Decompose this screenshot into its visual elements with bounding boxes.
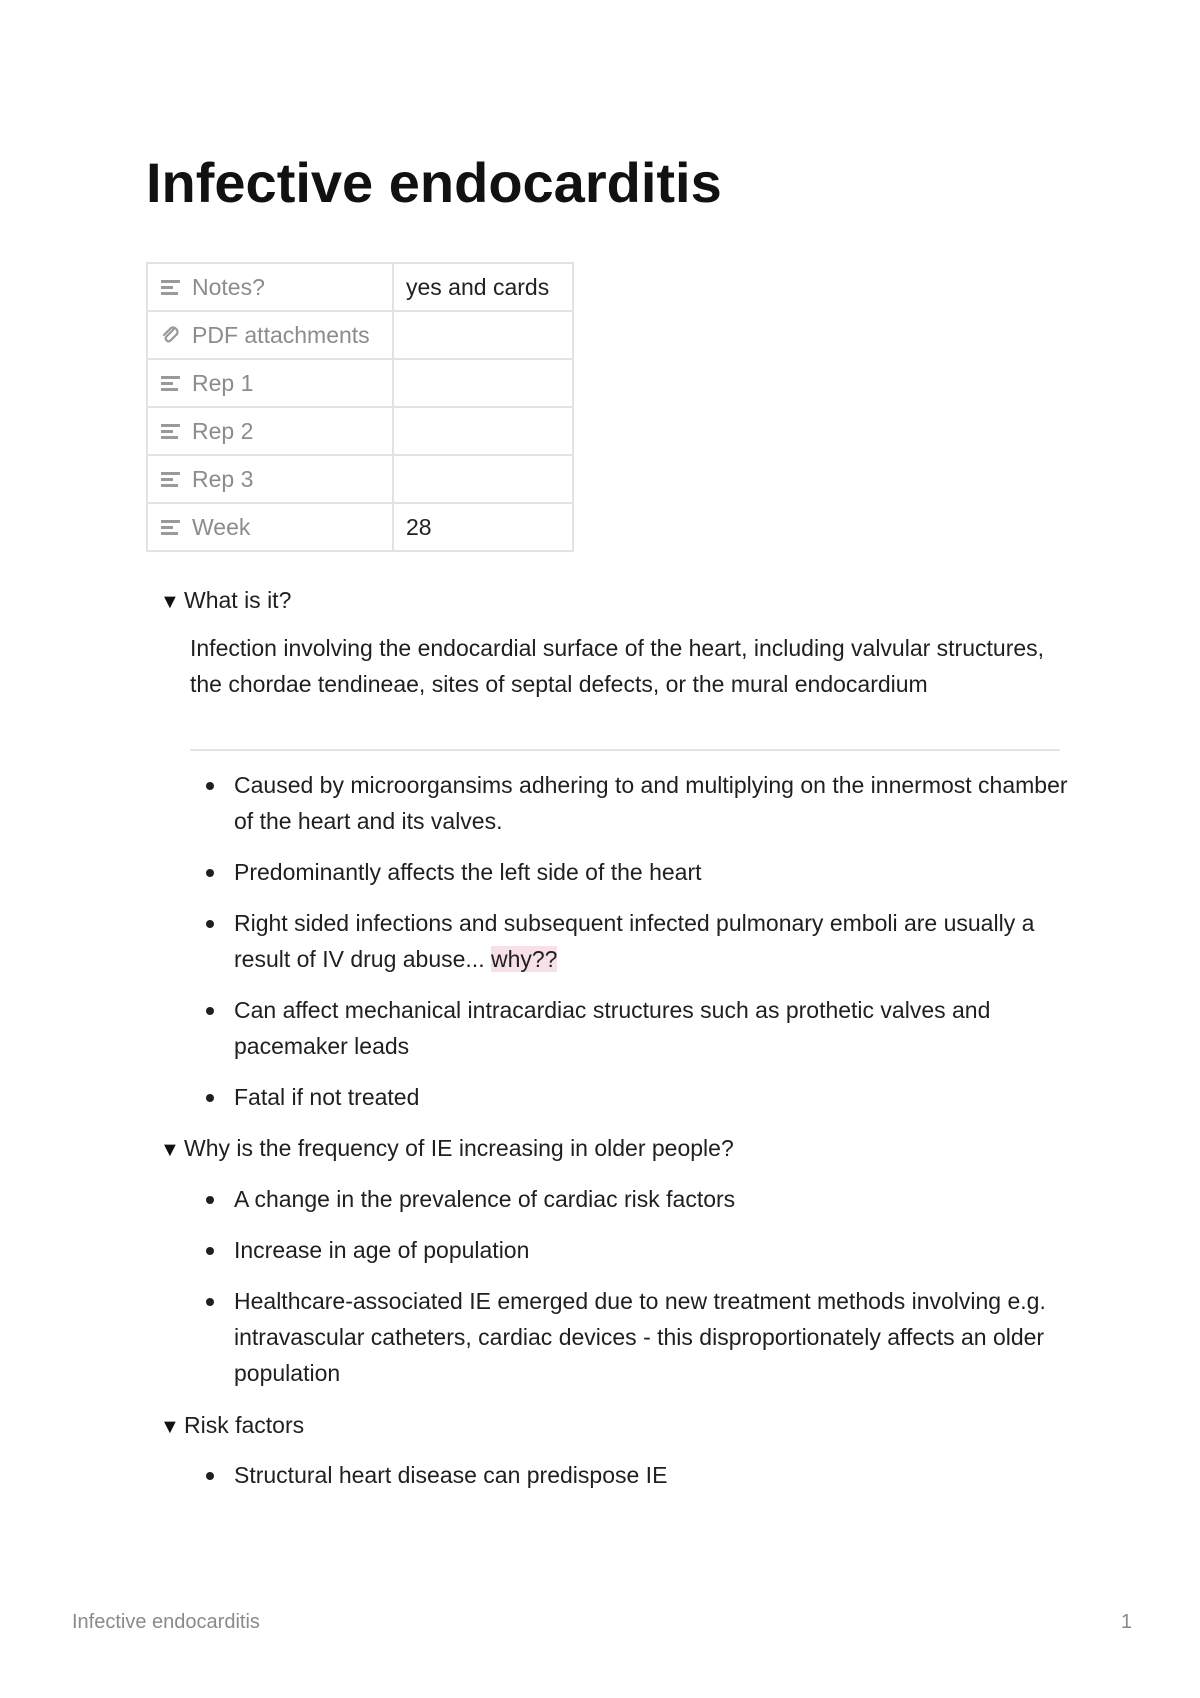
- property-key-cell[interactable]: [147, 311, 393, 359]
- bullet-icon: [206, 1196, 214, 1204]
- property-value[interactable]: 28: [393, 503, 573, 551]
- property-key-cell[interactable]: [147, 455, 393, 503]
- bullet-icon: [206, 782, 214, 790]
- property-key-cell[interactable]: [147, 503, 393, 551]
- bullet-icon: [206, 920, 214, 928]
- property-row: [147, 503, 573, 551]
- text-property-icon: [160, 517, 182, 539]
- text-property-icon: [160, 469, 182, 491]
- list-item: [190, 1283, 1070, 1391]
- property-key-cell[interactable]: [147, 359, 393, 407]
- list-item-text: Can affect mechanical intracardiac structures such as prothetic valves and pacemaker leads: [234, 997, 991, 1059]
- triangle-down-icon[interactable]: ▼: [160, 1139, 180, 1161]
- list-item: [190, 1232, 1070, 1268]
- bullet-list: [190, 767, 1070, 1130]
- property-row: [147, 311, 573, 359]
- bullet-icon: [206, 869, 214, 877]
- property-key-cell[interactable]: [147, 407, 393, 455]
- list-item: [190, 992, 1070, 1064]
- property-value[interactable]: [393, 407, 573, 455]
- toggle-frequency-older-people[interactable]: [160, 1130, 734, 1168]
- property-key: Rep 1: [192, 369, 254, 396]
- definition-paragraph: Infection involving the endocardial surface of the heart, including valvular structures, the chordae tendineae, sites of septal defects, or the mural endocardium: [190, 635, 1045, 697]
- triangle-down-icon[interactable]: ▼: [160, 1416, 180, 1438]
- bullet-list: [190, 1457, 1070, 1508]
- property-value[interactable]: [393, 359, 573, 407]
- bullet-list: [190, 1181, 1070, 1406]
- toggle-label: Risk factors: [184, 1412, 305, 1438]
- list-item: [190, 1181, 1070, 1217]
- property-key-cell[interactable]: [147, 263, 393, 311]
- text-property-icon: [160, 421, 182, 443]
- bullet-icon: [206, 1094, 214, 1102]
- list-item-text: Structural heart disease can predispose IE: [234, 1462, 668, 1488]
- list-item: [190, 767, 1070, 839]
- list-item-text: Right sided infections and subsequent infected pulmonary emboli are usually a result of IV drug abuse...: [234, 910, 1035, 972]
- property-key: Rep 3: [192, 465, 254, 492]
- property-value[interactable]: [393, 455, 573, 503]
- list-item-text: A change in the prevalence of cardiac risk factors: [234, 1186, 736, 1212]
- bullet-icon: [206, 1247, 214, 1255]
- property-key: PDF attachments: [192, 321, 370, 348]
- bullet-icon: [206, 1007, 214, 1015]
- text-property-icon: [160, 373, 182, 395]
- property-row: [147, 455, 573, 503]
- toggle-risk-factors[interactable]: [160, 1407, 304, 1445]
- list-item-text: Predominantly affects the left side of the heart: [234, 859, 702, 885]
- list-item: [190, 1079, 1070, 1115]
- property-key: Rep 2: [192, 417, 254, 444]
- triangle-down-icon[interactable]: ▼: [160, 591, 180, 613]
- list-item: [190, 854, 1070, 890]
- list-item-text: Increase in age of population: [234, 1237, 530, 1263]
- list-item: [190, 905, 1070, 977]
- properties-table: [146, 262, 574, 552]
- property-key: Notes?: [192, 273, 265, 300]
- list-item-text: Healthcare-associated IE emerged due to new treatment methods involving e.g. intravascular catheters, cardiac devices - this disproportionately affects an older population: [234, 1288, 1046, 1386]
- property-row: [147, 359, 573, 407]
- property-key: Week: [192, 513, 251, 540]
- property-row: [147, 407, 573, 455]
- property-row: [147, 263, 573, 311]
- bullet-icon: [206, 1472, 214, 1480]
- paperclip-icon: [160, 325, 182, 347]
- list-item-text: Fatal if not treated: [234, 1084, 420, 1110]
- bullet-icon: [206, 1298, 214, 1306]
- property-value[interactable]: [393, 311, 573, 359]
- list-item-text: Caused by microorgansims adhering to and multiplying on the innermost chamber of the heart and its valves.: [234, 772, 1068, 834]
- property-value[interactable]: yes and cards: [393, 263, 573, 311]
- page-title: Infective endocarditis: [146, 151, 722, 214]
- text-property-icon: [160, 277, 182, 299]
- toggle-what-is-it[interactable]: [160, 582, 291, 620]
- toggle-label: Why is the frequency of IE increasing in older people?: [184, 1135, 734, 1161]
- toggle-label: What is it?: [184, 587, 292, 613]
- list-item: [190, 1457, 1070, 1493]
- highlighted-text: why??: [490, 946, 558, 972]
- footer-title: Infective endocarditis: [72, 1611, 260, 1633]
- page-number: 1: [1120, 1611, 1132, 1633]
- divider: [190, 749, 1060, 751]
